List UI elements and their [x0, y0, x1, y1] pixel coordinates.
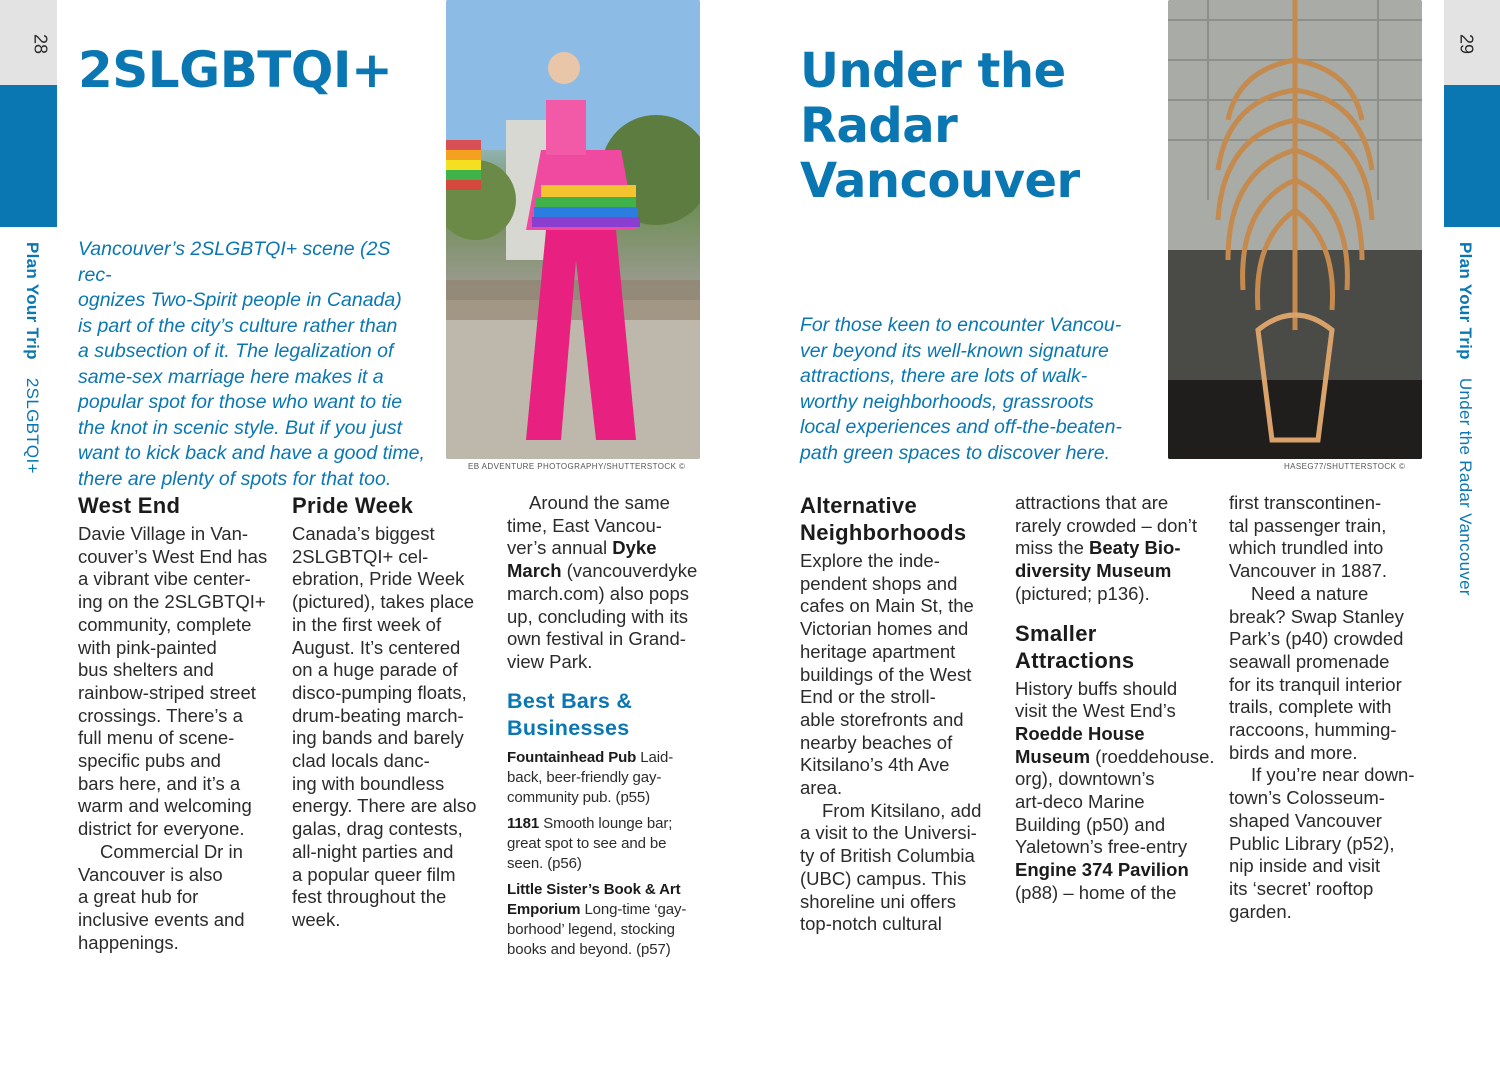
train-paragraph: first transcontinen- tal passenger train, which trundled into Vancouver in 1887.: [1229, 492, 1388, 582]
history-buffs-paragraph: History buffs should visit the West End’s Roedde House Museum (roeddehouse. org), downtown’s art-deco Marine Building (p50) and Yaletown’s free-entry Engine 374 Pavilion (p88) – home of the: [1015, 677, 1215, 903]
heading-alternative-neighborhoods: Alternative Neighborhoods: [800, 493, 967, 545]
listing-1181: 1181 Smooth lounge bar; great spot to see and be seen. (p56): [507, 814, 673, 872]
column-west-end: [78, 492, 274, 954]
page-number: 29: [1456, 33, 1477, 55]
side-running-header: [22, 242, 42, 474]
commercial-dr-paragraph: Commercial Dr in Vancouver is also a great hub for inclusive events and happenings.: [78, 840, 245, 953]
pride-parade-illustration: [446, 0, 700, 459]
beaty-museum-paragraph: attractions that are rarely crowded – don’t miss the Beaty Bio- diversity Museum (pictured; p136).: [1015, 492, 1198, 604]
stanley-park-paragraph: Need a nature break? Swap Stanley Park’s (p40) crowded seawall promenade for its tranquil interior trails, complete with raccoons, humming- birds and more.: [1229, 582, 1404, 763]
photo-credit: EB ADVENTURE PHOTOGRAPHY/SHUTTERSTOCK ©: [468, 462, 686, 471]
column-nature-break: [1229, 492, 1425, 923]
heading-smaller-attractions: Smaller Attractions: [1015, 620, 1135, 673]
heading-west-end: West End: [78, 493, 181, 518]
column-pride-week: [292, 492, 492, 932]
side-running-header: [1455, 242, 1475, 596]
kitsilano-paragraph: From Kitsilano, add a visit to the Universi- ty of British Columbia (UBC) campus. This shoreline uni offers top-notch cultural: [800, 799, 982, 935]
page-title-right: Under the Radar Vancouver: [800, 43, 1080, 209]
intro-text: Vancouver’s 2SLGBTQI+ scene (2S rec- ognizes Two-Spirit people in Canada) is part of the city’s culture rather than a subsection of it. The legalization of same-sex marriage here makes it a popular spot for those who want to tie the knot in scenic style. But if you just want to kick back and have a good time, there are plenty of spots for that too.: [78, 238, 425, 490]
column-alternative-neighborhoods: [800, 492, 996, 936]
pride-week-paragraph: Canada’s biggest 2SLGBTQI+ cel- ebration, Pride Week (pictured), takes place in the first week of August. It’s centered on a huge parade of disco-pumping floats, drum-beating march- ing bands and barely clad locals danc- ing with boundless energy. There are also galas, drag contests, all-night parties and a popular queer film fest throughout the week.: [292, 523, 477, 930]
neighborhoods-paragraph: Explore the inde- pendent shops and cafes on Main St, the Victorian homes and heritage apartment buildings of the West End or the stroll- able storefronts and nearby beaches of Kitsilano’s 4th Ave area.: [800, 550, 974, 799]
heading-best-bars: Best Bars & Businesses: [507, 688, 633, 740]
listing-fountainhead-pub: Fountainhead Pub Laid- back, beer-friendly gay- community pub. (p55): [507, 748, 674, 806]
side-section: Plan Your Trip: [23, 242, 42, 360]
intro-text-right: For those keen to encounter Vancou- ver beyond its well-known signature attractions, there are lots of walk- worthy neighborhoods, grassroots local experiences and off-the-beaten- path green spaces to discover here.: [800, 314, 1122, 464]
page-title: 2SLGBTQI+: [78, 41, 393, 99]
section-tab: [1444, 85, 1500, 227]
column-smaller-attractions: [1015, 492, 1215, 905]
column-dyke-march: [507, 492, 703, 966]
library-paragraph: If you’re near down- town’s Colosseum- shaped Vancouver Public Library (p52), nip inside and visit its ‘secret’ rooftop garden.: [1229, 764, 1415, 922]
page-number: 28: [30, 33, 51, 55]
side-topic: 2SLGBTQI+: [23, 377, 42, 474]
pride-parade-photo: [446, 0, 700, 459]
section-tab: [0, 85, 57, 227]
listing-little-sisters: Little Sister’s Book & Art Emporium Long-time ‘gay- borhood’ legend, stocking books and beyond. (p57): [507, 880, 687, 958]
side-section: Plan Your Trip: [1456, 242, 1475, 360]
photo-credit-right: HASEG77/SHUTTERSTOCK ©: [1284, 462, 1406, 471]
whale-skeleton-illustration: [1168, 0, 1422, 459]
whale-skeleton-photo: [1168, 0, 1422, 459]
side-topic: Under the Radar Vancouver: [1456, 377, 1475, 596]
west-end-paragraph: Davie Village in Van- couver’s West End has a vibrant vibe center- ing on the 2SLGBTQI+ community, complete with pink-painted bus shelters and rainbow-striped street crossings. There’s a full menu of scene- specific pubs and bars here, and it’s a warm and welcoming district for everyone.: [78, 523, 268, 840]
dyke-march-paragraph: Around the same time, East Vancou- ver’s annual Dyke March (vancouverdyke march.com) also pops up, concluding with its own festival in Grand- view Park.: [507, 492, 698, 672]
heading-pride-week: Pride Week: [292, 493, 414, 518]
